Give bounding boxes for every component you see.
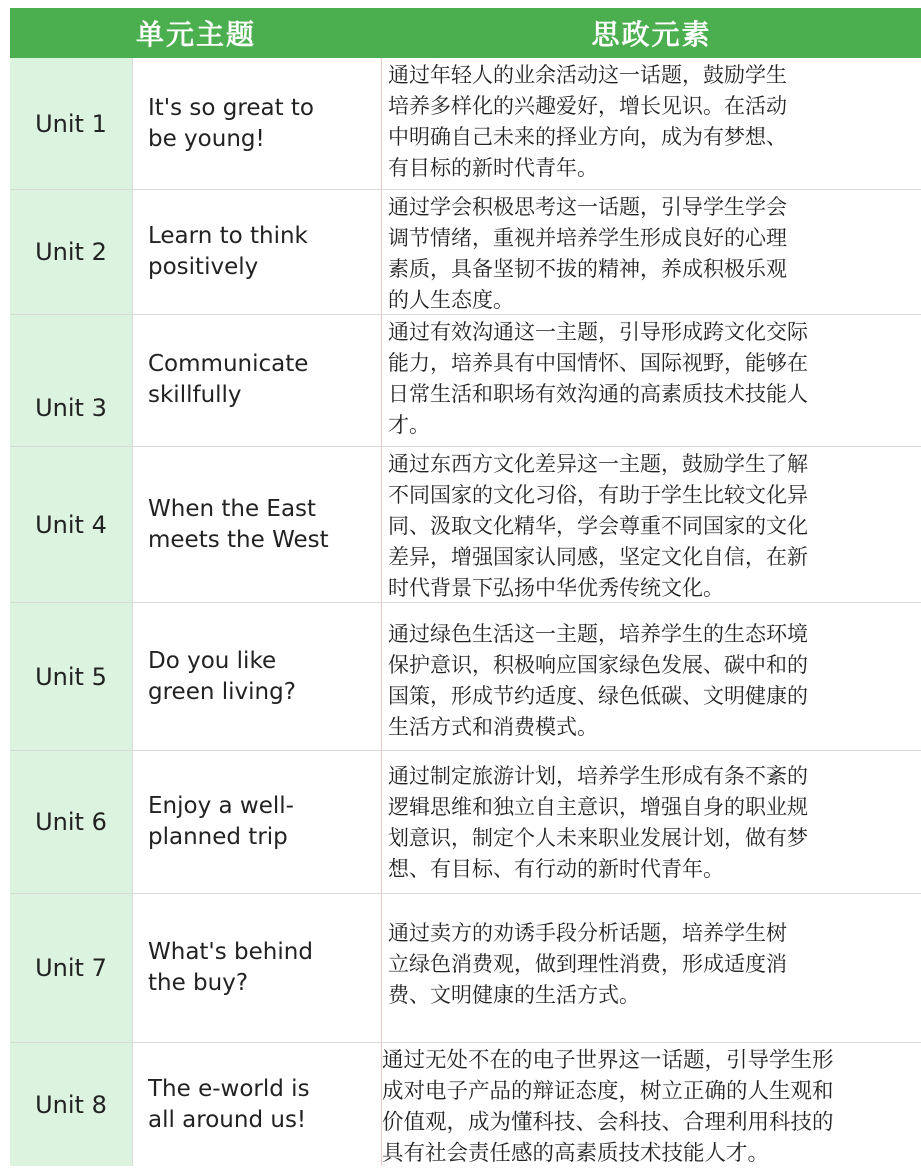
ideological-element: 通过东西方文化差异这一主题，鼓励学生了解 不同国家的文化习俗，有助于学生比较文化异 同、汲取文化精华，学会尊重不同国家的文化 差异，增强国家认同感，坚定文化自信，在新 时代背景下弘扬中华优秀传统文化。 — [388, 452, 808, 600]
table-row — [10, 447, 921, 603]
table-row — [10, 315, 921, 447]
curriculum-table — [10, 8, 921, 1166]
unit-theme-text: The e-world is all around us! — [148, 1075, 310, 1133]
unit-theme-text: Learn to think positively — [148, 223, 308, 280]
unit-theme-text: When the East meets the West — [148, 495, 329, 553]
unit-label: Unit 1 — [10, 58, 133, 189]
unit-label: Unit 3 — [10, 315, 133, 446]
ideological-element: 通过绿色生活这一主题，培养学生的生态环境 保护意识，积极响应国家绿色发展、碳中和的 国策，形成节约适度、绿色低碳、文明健康的 生活方式和消费模式。 — [388, 622, 808, 739]
ideological-element: 通过制定旅游计划，培养学生形成有条不紊的 逻辑思维和独立自主意识，增强自身的职业规 划意识，制定个人未来职业发展计划，做有梦 想、有目标、有行动的新时代青年。 — [388, 764, 808, 881]
unit-theme — [133, 190, 382, 314]
table-header — [10, 8, 921, 58]
unit-theme — [133, 603, 382, 750]
table-row — [10, 190, 921, 315]
unit-theme — [133, 58, 382, 189]
unit-label: Unit 8 — [10, 1043, 133, 1166]
table-row — [10, 751, 921, 894]
unit-theme — [133, 751, 382, 893]
unit-theme-text: Enjoy a well- planned trip — [148, 793, 294, 850]
unit-theme — [133, 894, 382, 1042]
unit-theme-text: Do you like green living? — [148, 647, 296, 705]
unit-label: Unit 5 — [10, 603, 133, 750]
ideological-element: 通过无处不在的电子世界这一话题，引导学生形 成对电子产品的辩证态度，树立正确的人生观和 价值观，成为懂科技、会科技、合理利用科技的 具有社会责任感的高素质技术技能人才。 — [382, 1048, 834, 1166]
ideological-element: 通过有效沟通这一主题，引导形成跨文化交际 能力，培养具有中国情怀、国际视野，能够在 日常生活和职场有效沟通的高素质技术技能人 才。 — [388, 320, 808, 437]
unit-theme — [133, 1043, 382, 1166]
ideological-element: 通过卖方的劝诱手段分析话题，培养学生树 立绿色消费观，做到理性消费，形成适度消 费、文明健康的生活方式。 — [388, 921, 787, 1007]
unit-theme — [133, 447, 382, 602]
unit-label: Unit 6 — [10, 751, 133, 893]
ideological-element: 通过学会积极思考这一话题，引导学生学会 调节情绪，重视并培养学生形成良好的心理 素质，具备坚韧不拔的精神，养成积极乐观 的人生态度。 — [388, 195, 787, 312]
unit-theme — [133, 315, 382, 446]
header-unit-theme: 单元主题 — [135, 18, 256, 51]
unit-label: Unit 2 — [10, 190, 133, 314]
unit-theme-text: It's so great to be young! — [148, 94, 314, 152]
table-row — [10, 1043, 921, 1166]
table-row — [10, 603, 921, 751]
unit-label: Unit 7 — [10, 894, 133, 1042]
header-ideological-elements: 思政元素 — [591, 18, 712, 51]
unit-theme-text: Communicate skillfully — [148, 351, 309, 408]
table-row — [10, 894, 921, 1043]
unit-label: Unit 4 — [10, 447, 133, 602]
unit-theme-text: What's behind the buy? — [148, 939, 313, 996]
table-row — [10, 58, 921, 190]
ideological-element: 通过年轻人的业余活动这一话题，鼓励学生 培养多样化的兴趣爱好，增长见识。在活动 中明确自己未来的择业方向，成为有梦想、 有目标的新时代青年。 — [388, 63, 787, 180]
